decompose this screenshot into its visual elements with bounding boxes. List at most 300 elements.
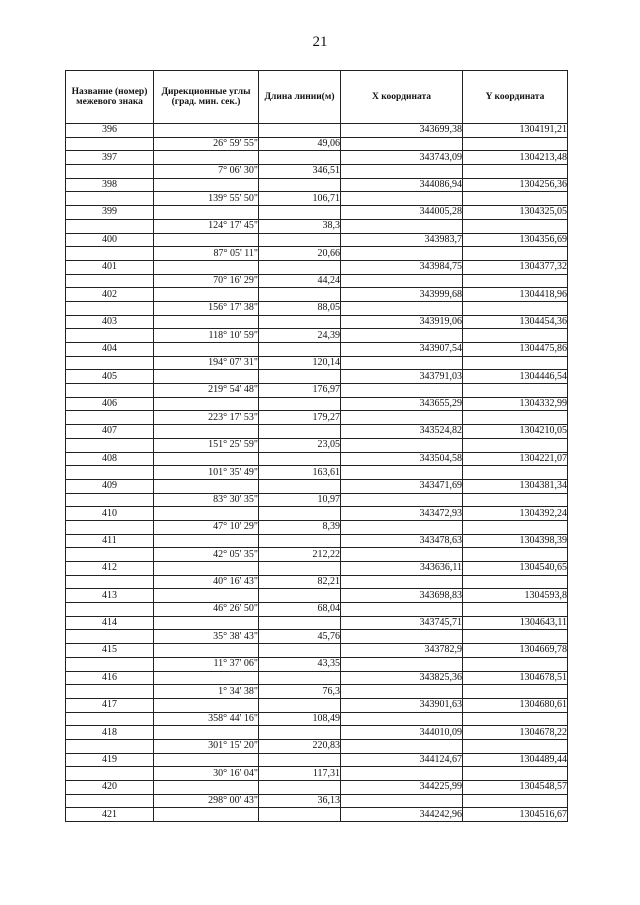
y-coordinate-cell: 1304377,32 (463, 260, 568, 274)
empty-cell (154, 370, 259, 384)
directional-angle-cell: 47° 10' 29" (154, 520, 259, 534)
empty-cell (259, 808, 341, 822)
point-name-cell: 419 (66, 753, 154, 767)
empty-cell (154, 479, 259, 493)
segment-row (66, 165, 568, 179)
line-length-cell: 24,39 (259, 329, 341, 343)
empty-cell (463, 493, 568, 507)
table-header-row (66, 71, 568, 124)
empty-cell (259, 315, 341, 329)
segment-row (66, 329, 568, 343)
empty-cell (463, 603, 568, 617)
empty-cell (66, 219, 154, 233)
segment-row (66, 438, 568, 452)
directional-angle-cell: 26° 59' 55" (154, 137, 259, 151)
empty-cell (154, 343, 259, 357)
empty-cell (154, 808, 259, 822)
empty-cell (66, 493, 154, 507)
empty-cell (463, 329, 568, 343)
directional-angle-cell: 7° 06' 30" (154, 165, 259, 179)
point-name-cell: 402 (66, 288, 154, 302)
segment-row (66, 274, 568, 288)
empty-cell (66, 301, 154, 315)
directional-angle-cell: 194° 07' 31" (154, 356, 259, 370)
empty-cell (66, 520, 154, 534)
line-length-cell: 163,61 (259, 466, 341, 480)
point-name-cell: 404 (66, 343, 154, 357)
x-coordinate-cell: 343901,63 (341, 698, 463, 712)
x-coordinate-cell: 344242,96 (341, 808, 463, 822)
empty-cell (463, 247, 568, 261)
directional-angle-cell: 35° 38' 43" (154, 630, 259, 644)
line-length-cell: 43,35 (259, 657, 341, 671)
y-coordinate-cell: 1304678,22 (463, 726, 568, 740)
segment-row (66, 739, 568, 753)
directional-angle-cell: 83° 30' 35" (154, 493, 259, 507)
point-row (66, 479, 568, 493)
page-number: 21 (312, 34, 328, 50)
y-coordinate-cell: 1304213,48 (463, 151, 568, 165)
y-coordinate-cell: 1304356,69 (463, 233, 568, 247)
x-coordinate-cell: 343478,63 (341, 534, 463, 548)
empty-cell (463, 685, 568, 699)
empty-cell (154, 726, 259, 740)
directional-angle-cell: 358° 44' 16" (154, 712, 259, 726)
empty-cell (154, 452, 259, 466)
empty-cell (154, 425, 259, 439)
empty-cell (66, 274, 154, 288)
x-coordinate-cell: 343504,58 (341, 452, 463, 466)
segment-row (66, 520, 568, 534)
directional-angle-cell: 156° 17' 38" (154, 301, 259, 315)
empty-cell (154, 616, 259, 630)
point-row (66, 726, 568, 740)
point-name-cell: 411 (66, 534, 154, 548)
line-length-cell: 179,27 (259, 411, 341, 425)
empty-cell (341, 466, 463, 480)
x-coordinate-cell: 343655,29 (341, 397, 463, 411)
point-row (66, 507, 568, 521)
point-row (66, 589, 568, 603)
empty-cell (154, 781, 259, 795)
empty-cell (463, 794, 568, 808)
point-row (66, 288, 568, 302)
empty-cell (341, 712, 463, 726)
empty-cell (463, 466, 568, 480)
directional-angle-cell: 301° 15' 20" (154, 739, 259, 753)
empty-cell (463, 274, 568, 288)
empty-cell (259, 370, 341, 384)
point-row (66, 124, 568, 138)
empty-cell (66, 411, 154, 425)
segment-row (66, 685, 568, 699)
empty-cell (154, 698, 259, 712)
empty-cell (66, 329, 154, 343)
y-coordinate-cell: 1304516,67 (463, 808, 568, 822)
empty-cell (66, 438, 154, 452)
x-coordinate-cell: 343907,54 (341, 343, 463, 357)
line-length-cell: 346,51 (259, 165, 341, 179)
empty-cell (341, 548, 463, 562)
empty-cell (341, 384, 463, 398)
empty-cell (154, 562, 259, 576)
boundary-coordinates-table (65, 70, 568, 822)
empty-cell (341, 630, 463, 644)
empty-cell (154, 288, 259, 302)
empty-cell (66, 137, 154, 151)
empty-cell (154, 206, 259, 220)
segment-row (66, 137, 568, 151)
empty-cell (463, 520, 568, 534)
x-coordinate-cell: 343984,75 (341, 260, 463, 274)
y-coordinate-cell: 1304332,99 (463, 397, 568, 411)
point-row (66, 425, 568, 439)
point-name-cell: 397 (66, 151, 154, 165)
point-row (66, 233, 568, 247)
empty-cell (66, 356, 154, 370)
point-name-cell: 420 (66, 781, 154, 795)
point-name-cell: 413 (66, 589, 154, 603)
point-row (66, 644, 568, 658)
empty-cell (154, 534, 259, 548)
empty-cell (66, 247, 154, 261)
empty-cell (66, 630, 154, 644)
directional-angle-cell: 11° 37' 06" (154, 657, 259, 671)
empty-cell (259, 233, 341, 247)
empty-cell (259, 698, 341, 712)
point-name-cell: 409 (66, 479, 154, 493)
empty-cell (341, 493, 463, 507)
x-coordinate-cell: 343472,93 (341, 507, 463, 521)
y-coordinate-cell: 1304446,54 (463, 370, 568, 384)
empty-cell (463, 548, 568, 562)
empty-cell (463, 575, 568, 589)
y-coordinate-cell: 1304678,51 (463, 671, 568, 685)
y-coordinate-cell: 1304381,34 (463, 479, 568, 493)
empty-cell (66, 192, 154, 206)
empty-cell (259, 671, 341, 685)
empty-cell (66, 712, 154, 726)
line-length-cell: 76,3 (259, 685, 341, 699)
line-length-cell: 38,3 (259, 219, 341, 233)
x-coordinate-cell: 343636,11 (341, 562, 463, 576)
empty-cell (259, 479, 341, 493)
empty-cell (341, 247, 463, 261)
point-row (66, 616, 568, 630)
point-name-cell: 418 (66, 726, 154, 740)
directional-angle-cell: 151° 25' 59" (154, 438, 259, 452)
empty-cell (154, 178, 259, 192)
empty-cell (66, 548, 154, 562)
empty-cell (463, 712, 568, 726)
x-coordinate-cell: 343524,82 (341, 425, 463, 439)
y-coordinate-cell: 1304221,07 (463, 452, 568, 466)
x-coordinate-cell: 343791,03 (341, 370, 463, 384)
x-coordinate-cell: 343782,9 (341, 644, 463, 658)
point-row (66, 178, 568, 192)
directional-angle-cell: 139° 55' 50" (154, 192, 259, 206)
line-length-cell: 36,13 (259, 794, 341, 808)
y-coordinate-cell: 1304392,24 (463, 507, 568, 521)
empty-cell (341, 767, 463, 781)
empty-cell (259, 726, 341, 740)
empty-cell (341, 685, 463, 699)
empty-cell (463, 438, 568, 452)
header-point-name: Название (номер) межевого знака (66, 71, 154, 124)
empty-cell (341, 520, 463, 534)
point-row (66, 206, 568, 220)
point-name-cell: 408 (66, 452, 154, 466)
empty-cell (154, 124, 259, 138)
empty-cell (66, 165, 154, 179)
segment-row (66, 630, 568, 644)
empty-cell (463, 137, 568, 151)
y-coordinate-cell: 1304256,36 (463, 178, 568, 192)
line-length-cell: 23,05 (259, 438, 341, 452)
y-coordinate-cell: 1304475,86 (463, 343, 568, 357)
line-length-cell: 20,66 (259, 247, 341, 261)
point-name-cell: 403 (66, 315, 154, 329)
empty-cell (341, 274, 463, 288)
empty-cell (66, 794, 154, 808)
empty-cell (341, 137, 463, 151)
empty-cell (341, 192, 463, 206)
empty-cell (154, 315, 259, 329)
point-name-cell: 400 (66, 233, 154, 247)
header-line-length: Длина линии(м) (259, 71, 341, 124)
line-length-cell: 108,49 (259, 712, 341, 726)
empty-cell (463, 411, 568, 425)
point-name-cell: 407 (66, 425, 154, 439)
empty-cell (341, 356, 463, 370)
x-coordinate-cell: 343919,06 (341, 315, 463, 329)
directional-angle-cell: 101° 35' 49" (154, 466, 259, 480)
empty-cell (259, 644, 341, 658)
directional-angle-cell: 118° 10' 59" (154, 329, 259, 343)
y-coordinate-cell: 1304325,05 (463, 206, 568, 220)
empty-cell (154, 151, 259, 165)
empty-cell (66, 575, 154, 589)
segment-row (66, 384, 568, 398)
point-row (66, 315, 568, 329)
point-name-cell: 399 (66, 206, 154, 220)
directional-angle-cell: 298° 00' 43" (154, 794, 259, 808)
empty-cell (259, 507, 341, 521)
empty-cell (463, 301, 568, 315)
empty-cell (259, 151, 341, 165)
line-length-cell: 88,05 (259, 301, 341, 315)
point-row (66, 151, 568, 165)
point-row (66, 808, 568, 822)
line-length-cell: 82,21 (259, 575, 341, 589)
empty-cell (341, 603, 463, 617)
directional-angle-cell: 87° 05' 11" (154, 247, 259, 261)
empty-cell (259, 343, 341, 357)
segment-row (66, 657, 568, 671)
point-name-cell: 417 (66, 698, 154, 712)
directional-angle-cell: 1° 34' 38" (154, 685, 259, 699)
y-coordinate-cell: 1304191,21 (463, 124, 568, 138)
segment-row (66, 301, 568, 315)
segment-row (66, 712, 568, 726)
empty-cell (341, 794, 463, 808)
y-coordinate-cell: 1304489,44 (463, 753, 568, 767)
point-row (66, 343, 568, 357)
segment-row (66, 575, 568, 589)
point-row (66, 452, 568, 466)
empty-cell (259, 562, 341, 576)
y-coordinate-cell: 1304669,78 (463, 644, 568, 658)
point-row (66, 370, 568, 384)
empty-cell (341, 411, 463, 425)
empty-cell (154, 507, 259, 521)
empty-cell (154, 233, 259, 247)
segment-row (66, 247, 568, 261)
x-coordinate-cell: 343745,71 (341, 616, 463, 630)
table-body (66, 124, 568, 822)
point-name-cell: 415 (66, 644, 154, 658)
empty-cell (66, 603, 154, 617)
empty-cell (154, 397, 259, 411)
empty-cell (463, 192, 568, 206)
point-name-cell: 412 (66, 562, 154, 576)
empty-cell (66, 767, 154, 781)
line-length-cell: 220,83 (259, 739, 341, 753)
x-coordinate-cell: 343698,83 (341, 589, 463, 603)
empty-cell (341, 438, 463, 452)
segment-row (66, 548, 568, 562)
line-length-cell: 68,04 (259, 603, 341, 617)
segment-row (66, 603, 568, 617)
empty-cell (341, 301, 463, 315)
x-coordinate-cell: 343699,38 (341, 124, 463, 138)
empty-cell (154, 671, 259, 685)
line-length-cell: 45,76 (259, 630, 341, 644)
empty-cell (463, 739, 568, 753)
point-name-cell: 414 (66, 616, 154, 630)
empty-cell (66, 657, 154, 671)
y-coordinate-cell: 1304398,39 (463, 534, 568, 548)
point-name-cell: 398 (66, 178, 154, 192)
x-coordinate-cell: 344010,09 (341, 726, 463, 740)
empty-cell (341, 657, 463, 671)
point-row (66, 781, 568, 795)
empty-cell (259, 616, 341, 630)
x-coordinate-cell: 343743,09 (341, 151, 463, 165)
point-name-cell: 405 (66, 370, 154, 384)
empty-cell (259, 288, 341, 302)
empty-cell (463, 165, 568, 179)
point-name-cell: 406 (66, 397, 154, 411)
line-length-cell: 106,71 (259, 192, 341, 206)
point-name-cell: 410 (66, 507, 154, 521)
segment-row (66, 794, 568, 808)
empty-cell (259, 124, 341, 138)
point-row (66, 562, 568, 576)
y-coordinate-cell: 1304548,57 (463, 781, 568, 795)
x-coordinate-cell: 344005,28 (341, 206, 463, 220)
empty-cell (341, 219, 463, 233)
empty-cell (259, 452, 341, 466)
segment-row (66, 466, 568, 480)
point-row (66, 698, 568, 712)
point-row (66, 753, 568, 767)
header-directional-angles: Дирекционные углы (град. мин. сек.) (154, 71, 259, 124)
empty-cell (463, 384, 568, 398)
x-coordinate-cell: 343999,68 (341, 288, 463, 302)
point-row (66, 671, 568, 685)
line-length-cell: 212,22 (259, 548, 341, 562)
empty-cell (259, 753, 341, 767)
empty-cell (463, 356, 568, 370)
point-name-cell: 421 (66, 808, 154, 822)
y-coordinate-cell: 1304540,65 (463, 562, 568, 576)
directional-angle-cell: 70° 16' 29" (154, 274, 259, 288)
header-y-coordinate: Y координата (463, 71, 568, 124)
segment-row (66, 493, 568, 507)
empty-cell (259, 425, 341, 439)
line-length-cell: 10,97 (259, 493, 341, 507)
segment-row (66, 411, 568, 425)
x-coordinate-cell: 343825,36 (341, 671, 463, 685)
line-length-cell: 49,06 (259, 137, 341, 151)
y-coordinate-cell: 1304680,61 (463, 698, 568, 712)
empty-cell (341, 165, 463, 179)
segment-row (66, 356, 568, 370)
empty-cell (463, 630, 568, 644)
empty-cell (341, 329, 463, 343)
empty-cell (463, 767, 568, 781)
directional-angle-cell: 46° 26' 50" (154, 603, 259, 617)
y-coordinate-cell: 1304643,11 (463, 616, 568, 630)
point-name-cell: 416 (66, 671, 154, 685)
empty-cell (259, 178, 341, 192)
point-row (66, 397, 568, 411)
segment-row (66, 767, 568, 781)
x-coordinate-cell: 343983,7 (341, 233, 463, 247)
y-coordinate-cell: 1304418,96 (463, 288, 568, 302)
empty-cell (259, 260, 341, 274)
empty-cell (154, 260, 259, 274)
empty-cell (259, 534, 341, 548)
header-x-coordinate: X координата (341, 71, 463, 124)
x-coordinate-cell: 344225,99 (341, 781, 463, 795)
point-name-cell: 396 (66, 124, 154, 138)
line-length-cell: 120,14 (259, 356, 341, 370)
empty-cell (66, 739, 154, 753)
empty-cell (66, 685, 154, 699)
x-coordinate-cell: 344086,94 (341, 178, 463, 192)
empty-cell (341, 739, 463, 753)
empty-cell (259, 589, 341, 603)
y-coordinate-cell: 1304210,05 (463, 425, 568, 439)
y-coordinate-cell: 1304593,8 (463, 589, 568, 603)
empty-cell (154, 644, 259, 658)
point-name-cell: 401 (66, 260, 154, 274)
directional-angle-cell: 30° 16' 04" (154, 767, 259, 781)
line-length-cell: 117,31 (259, 767, 341, 781)
empty-cell (341, 575, 463, 589)
empty-cell (259, 781, 341, 795)
directional-angle-cell: 219° 54' 48" (154, 384, 259, 398)
empty-cell (463, 657, 568, 671)
directional-angle-cell: 40° 16' 43" (154, 575, 259, 589)
point-row (66, 260, 568, 274)
directional-angle-cell: 223° 17' 53" (154, 411, 259, 425)
empty-cell (154, 589, 259, 603)
x-coordinate-cell: 344124,67 (341, 753, 463, 767)
point-row (66, 534, 568, 548)
